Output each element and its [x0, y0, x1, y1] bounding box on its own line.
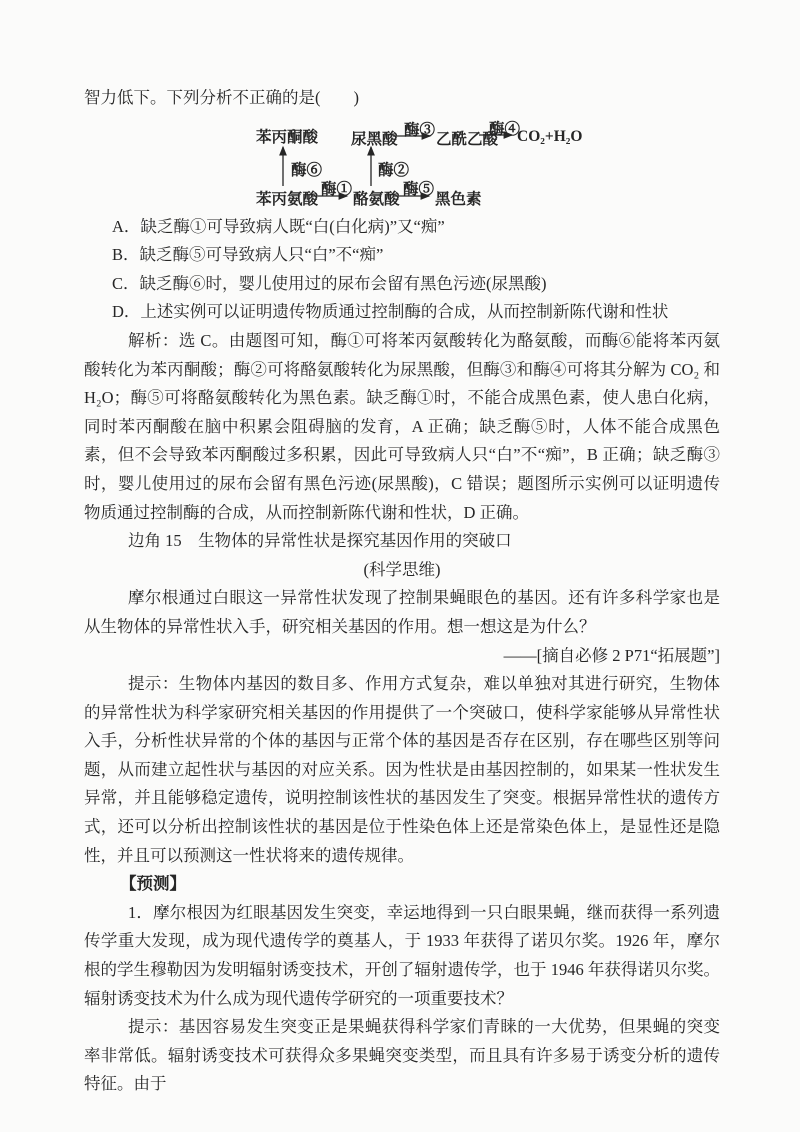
- enzyme-5-label: 酶⑤: [403, 180, 435, 198]
- corner-topic-subtitle: (科学思维): [363, 559, 441, 579]
- node-melanin: 黑色素: [435, 190, 482, 208]
- option-d: D．上述实例可以证明遗传物质通过控制酶的合成，从而控制新陈代谢和性状: [112, 302, 669, 322]
- metabolic-pathway-diagram: [84, 115, 720, 211]
- enzyme-1-label: 酶①: [321, 180, 353, 198]
- page-content: [84, 84, 720, 1099]
- node-phenylpyruvic-acid: 苯丙酮酸: [256, 128, 319, 146]
- enzyme-6-label: 酶⑥: [291, 161, 323, 179]
- node-acetoacetic-acid: 乙酰乙酸: [436, 130, 499, 148]
- corner-hint-paragraph: 提示：生物体内基因的数目多、作用方式复杂，难以单独对其进行研究，生物体的异常性状为科学家研究相关基因的作用提供了一个突破口，使科学家能够从异常性状入手，分析性状异常的个体的基因与正常个体的基因是否存在区别，存在哪些区别等问题，从而建立起性状与基因的对应关系。因为性状是由基因控制的，如果某一性状发生异常，并且能够稳定遗传，说明控制该性状的基因发生了突变。根据异常性状的遗传方式，还可以分析出控制该性状的基因是位于性染色体上还是常染色体上，是显性还是隐性，并且可以预测这一性状将来的遗传规律。: [84, 674, 720, 865]
- node-homogentisic-acid: 尿黑酸: [351, 130, 398, 148]
- prediction-hint-1: 提示：基因容易发生突变正是果蝇获得科学家们青睐的一大优势，但果蝇的突变率非常低。辐射诱变技术可获得众多果蝇突变类型，而且具有许多易于诱变分析的遗传特征。由于: [84, 1017, 720, 1094]
- intro-line: 智力低下。下列分析不正确的是( ): [84, 88, 359, 107]
- corner-question-paragraph: 摩尔根通过白眼这一异常性状发现了控制果蝇眼色的基因。还有许多科学家也是从生物体的异常性状入手，研究相关基因的作用。想一想这是为什么？: [84, 588, 720, 636]
- analysis-paragraph: 解析：选 C。由题图可知，酶①可将苯丙氨酸转化为酪氨酸，而酶⑥能将苯丙氨酸转化为苯丙酮酸；酶②可将酪氨酸转化为尿黑酸，但酶③和酶④可将其分解为 CO₂ 和 H₂O；酶⑤可将酪氨酸转化为黑色素。缺乏酶①时，不能合成黑色素，使人患白化病，同时苯丙酮酸在脑中积累会阻碍脑的发育，A 正确；缺乏酶⑤时，人体不能合成黑色素，但不会导致苯丙酮酸过多积累，因此可导致病人只“白”不“痴”，B 正确；缺乏酶③时，婴儿使用过的尿布会留有黑色污迹(尿黑酸)，C 错误；题图所示实例可以证明遗传物质通过控制酶的合成，从而控制新陈代谢和性状，D 正确。: [84, 330, 720, 522]
- prediction-question-1: 1．摩尔根因为红眼基因发生突变，幸运地得到一只白眼果蝇，继而获得一系列遗传学重大发现，成为现代遗传学的奠基人，于 1933 年获得了诺贝尔奖。1926 年，摩尔根的学生穆勒因为发明辐射诱变技术，开创了辐射遗传学，也于 1946 年获得诺贝尔奖。辐射诱变技术为什么成为现代遗传学研究的一项重要技术？: [84, 902, 720, 1008]
- node-co2-h2o: CO₂+H₂O: [517, 127, 583, 145]
- enzyme-3-label: 酶③: [404, 121, 436, 139]
- node-phenylalanine: 苯丙氨酸: [256, 190, 319, 208]
- enzyme-2-label: 酶②: [378, 161, 410, 179]
- prediction-section-header: 【预测】: [120, 874, 186, 894]
- node-tyrosine: 酪氨酸: [353, 190, 400, 208]
- corner-topic-heading: 边角 15 生物体的异常性状是探究基因作用的突破口: [128, 531, 512, 551]
- enzyme-4-label: 酶④: [489, 120, 521, 138]
- option-c: C．缺乏酶⑥时，婴儿使用过的尿布会留有黑色污迹(尿黑酸): [112, 273, 547, 293]
- option-a: A．缺乏酶①可导致病人既“白(白化病)”又“痴”: [112, 216, 445, 236]
- option-b: B．缺乏酶⑤可导致病人只“白”不“痴”: [112, 245, 384, 265]
- corner-source-citation: ——[摘自必修 2 P71“拓展题”]: [503, 645, 720, 665]
